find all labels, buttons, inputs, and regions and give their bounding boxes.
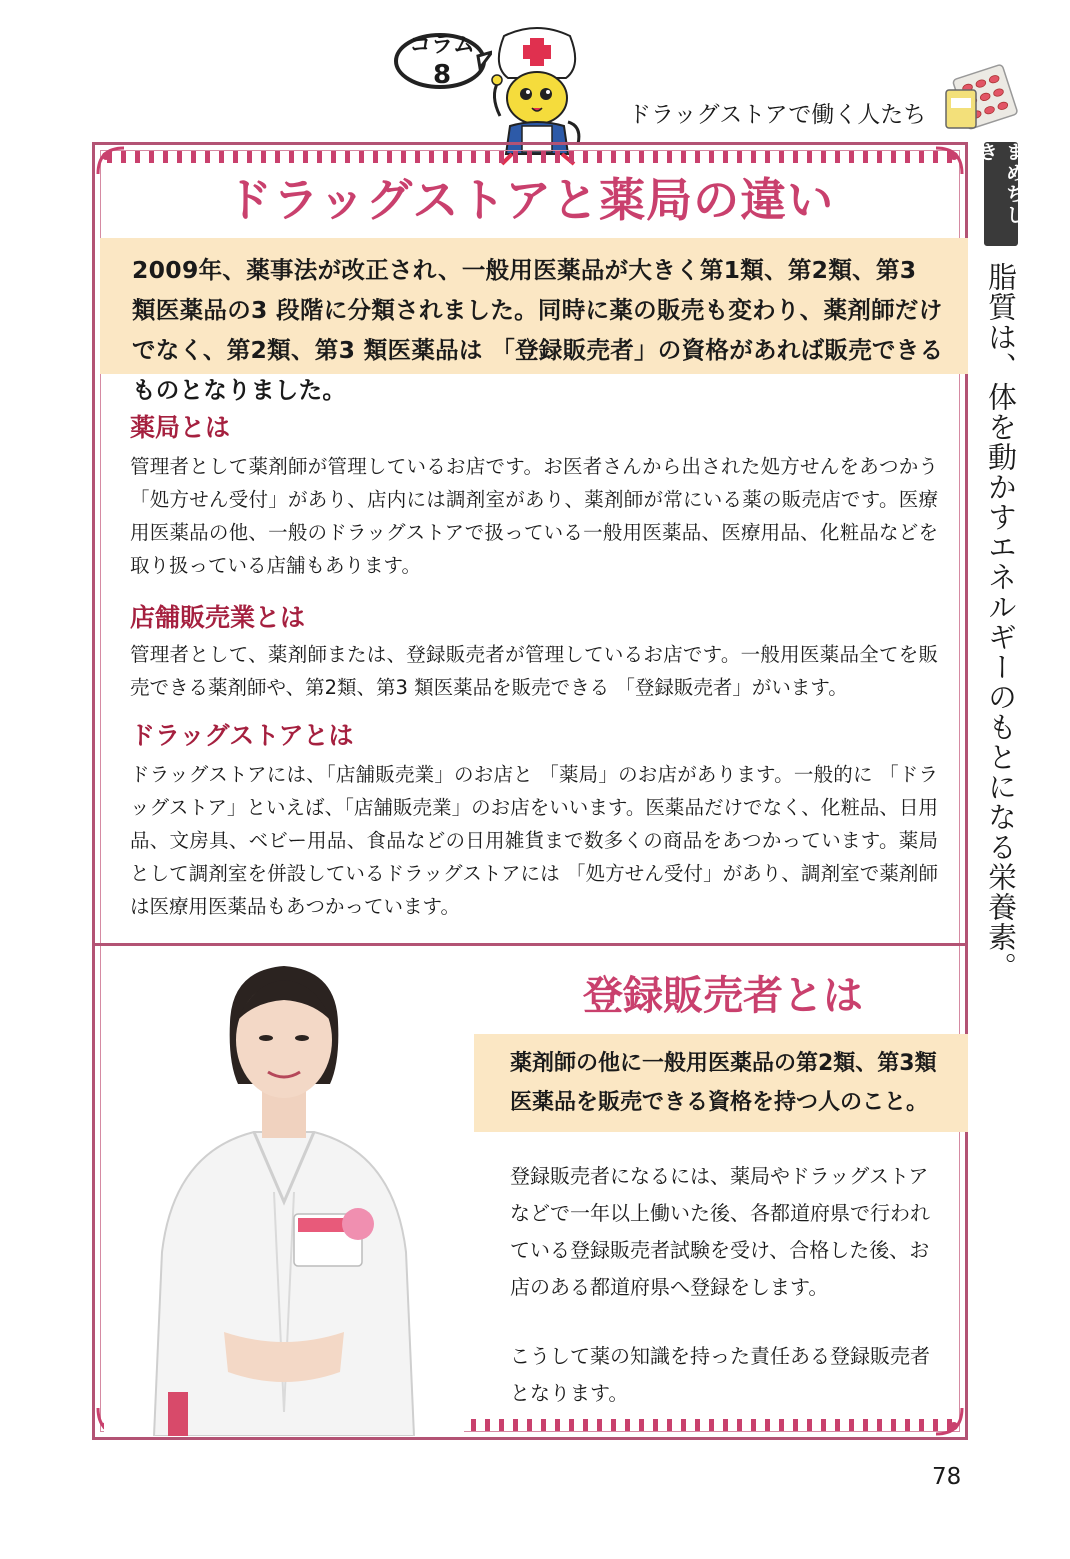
registered-seller-photo — [104, 952, 464, 1436]
medicine-pills-icon — [942, 64, 1020, 134]
page-number: 78 — [932, 1464, 962, 1490]
frame-decoration-top — [104, 150, 956, 164]
section-body-store-retail: 管理者として、薬剤師または、登録販売者が管理しているお店です。一般用医薬品全てを販売できる薬剤師や、第2類、第3 類医薬品を販売できる 「登録販売者」がいます。 — [130, 643, 938, 699]
intro-text: 2009年、薬事法が改正され、一般用医薬品が大きく第1類、第2類、第3 類医薬品の3 段階に分類されました。同時に薬の販売も変わり、薬剤師だけでなく、第2類、第3 類医薬品は 「登録販売者」の資格があれば販売できるものとなりました。 — [100, 238, 968, 374]
column-number: 8 — [432, 60, 452, 90]
registered-seller-body-1: 登録販売者になるには、薬局やドラッグストアなどで一年以上働いた後、各都道府県で行われている登録販売者試験を受け、合格した後、お店のある都道府県へ登録をします。 — [510, 1164, 930, 1299]
section-heading-store-retail: 店舗販売業とは — [130, 603, 306, 632]
registered-seller-definition: 薬剤師の他に一般用医薬品の第2類、第3類医薬品を販売できる資格を持つ人のこと。 — [474, 1034, 968, 1132]
section-heading-pharmacy: 薬局とは — [130, 413, 231, 442]
registered-seller-title: 登録販売者とは — [583, 973, 863, 1019]
column-header-title: ドラッグストアで働く人たち — [628, 102, 927, 128]
trivia-text: 脂質は、体を動かすエネルギーのもとになる栄養素。 — [984, 262, 1018, 982]
section-divider — [92, 943, 968, 946]
section-body-drugstore: ドラッグストアには、「店舗販売業」のお店と 「薬局」のお店があります。一般的に 「ドラッグストア」といえば、「店舗販売業」のお店をいいます。医薬品だけでなく、化粧品、日用品、文房具、ベビー用品、食品などの日用雑貨まで数多くの商品をあつかっています。薬局として調剤室を併設しているドラッグストアには 「処方せん受付」があり、調剤室で薬剤師は医療用医薬品もあつかっています。 — [130, 763, 938, 918]
column-label: コラム — [409, 33, 475, 58]
main-title: ドラッグストアと薬局の違い — [225, 173, 835, 227]
corner-ornament-bottom-right — [932, 1404, 966, 1438]
section-body-pharmacy: 管理者として薬剤師が管理しているお店です。お医者さんから出された処方せんをあつかう 「処方せん受付」があり、店内には調剤室があり、薬剤師が常にいる薬の販売店です。医療用医薬品の他、一般のドラッグストアで扱っている一般用医薬品、医療用品、化粧品などを取り扱っている店舗もあります。 — [130, 455, 938, 577]
section-heading-drugstore: ドラッグストアとは — [130, 721, 354, 750]
trivia-tag: まめちしき — [984, 142, 1018, 246]
registered-seller-body-2: こうして薬の知識を持った責任ある登録販売者となります。 — [510, 1344, 930, 1405]
